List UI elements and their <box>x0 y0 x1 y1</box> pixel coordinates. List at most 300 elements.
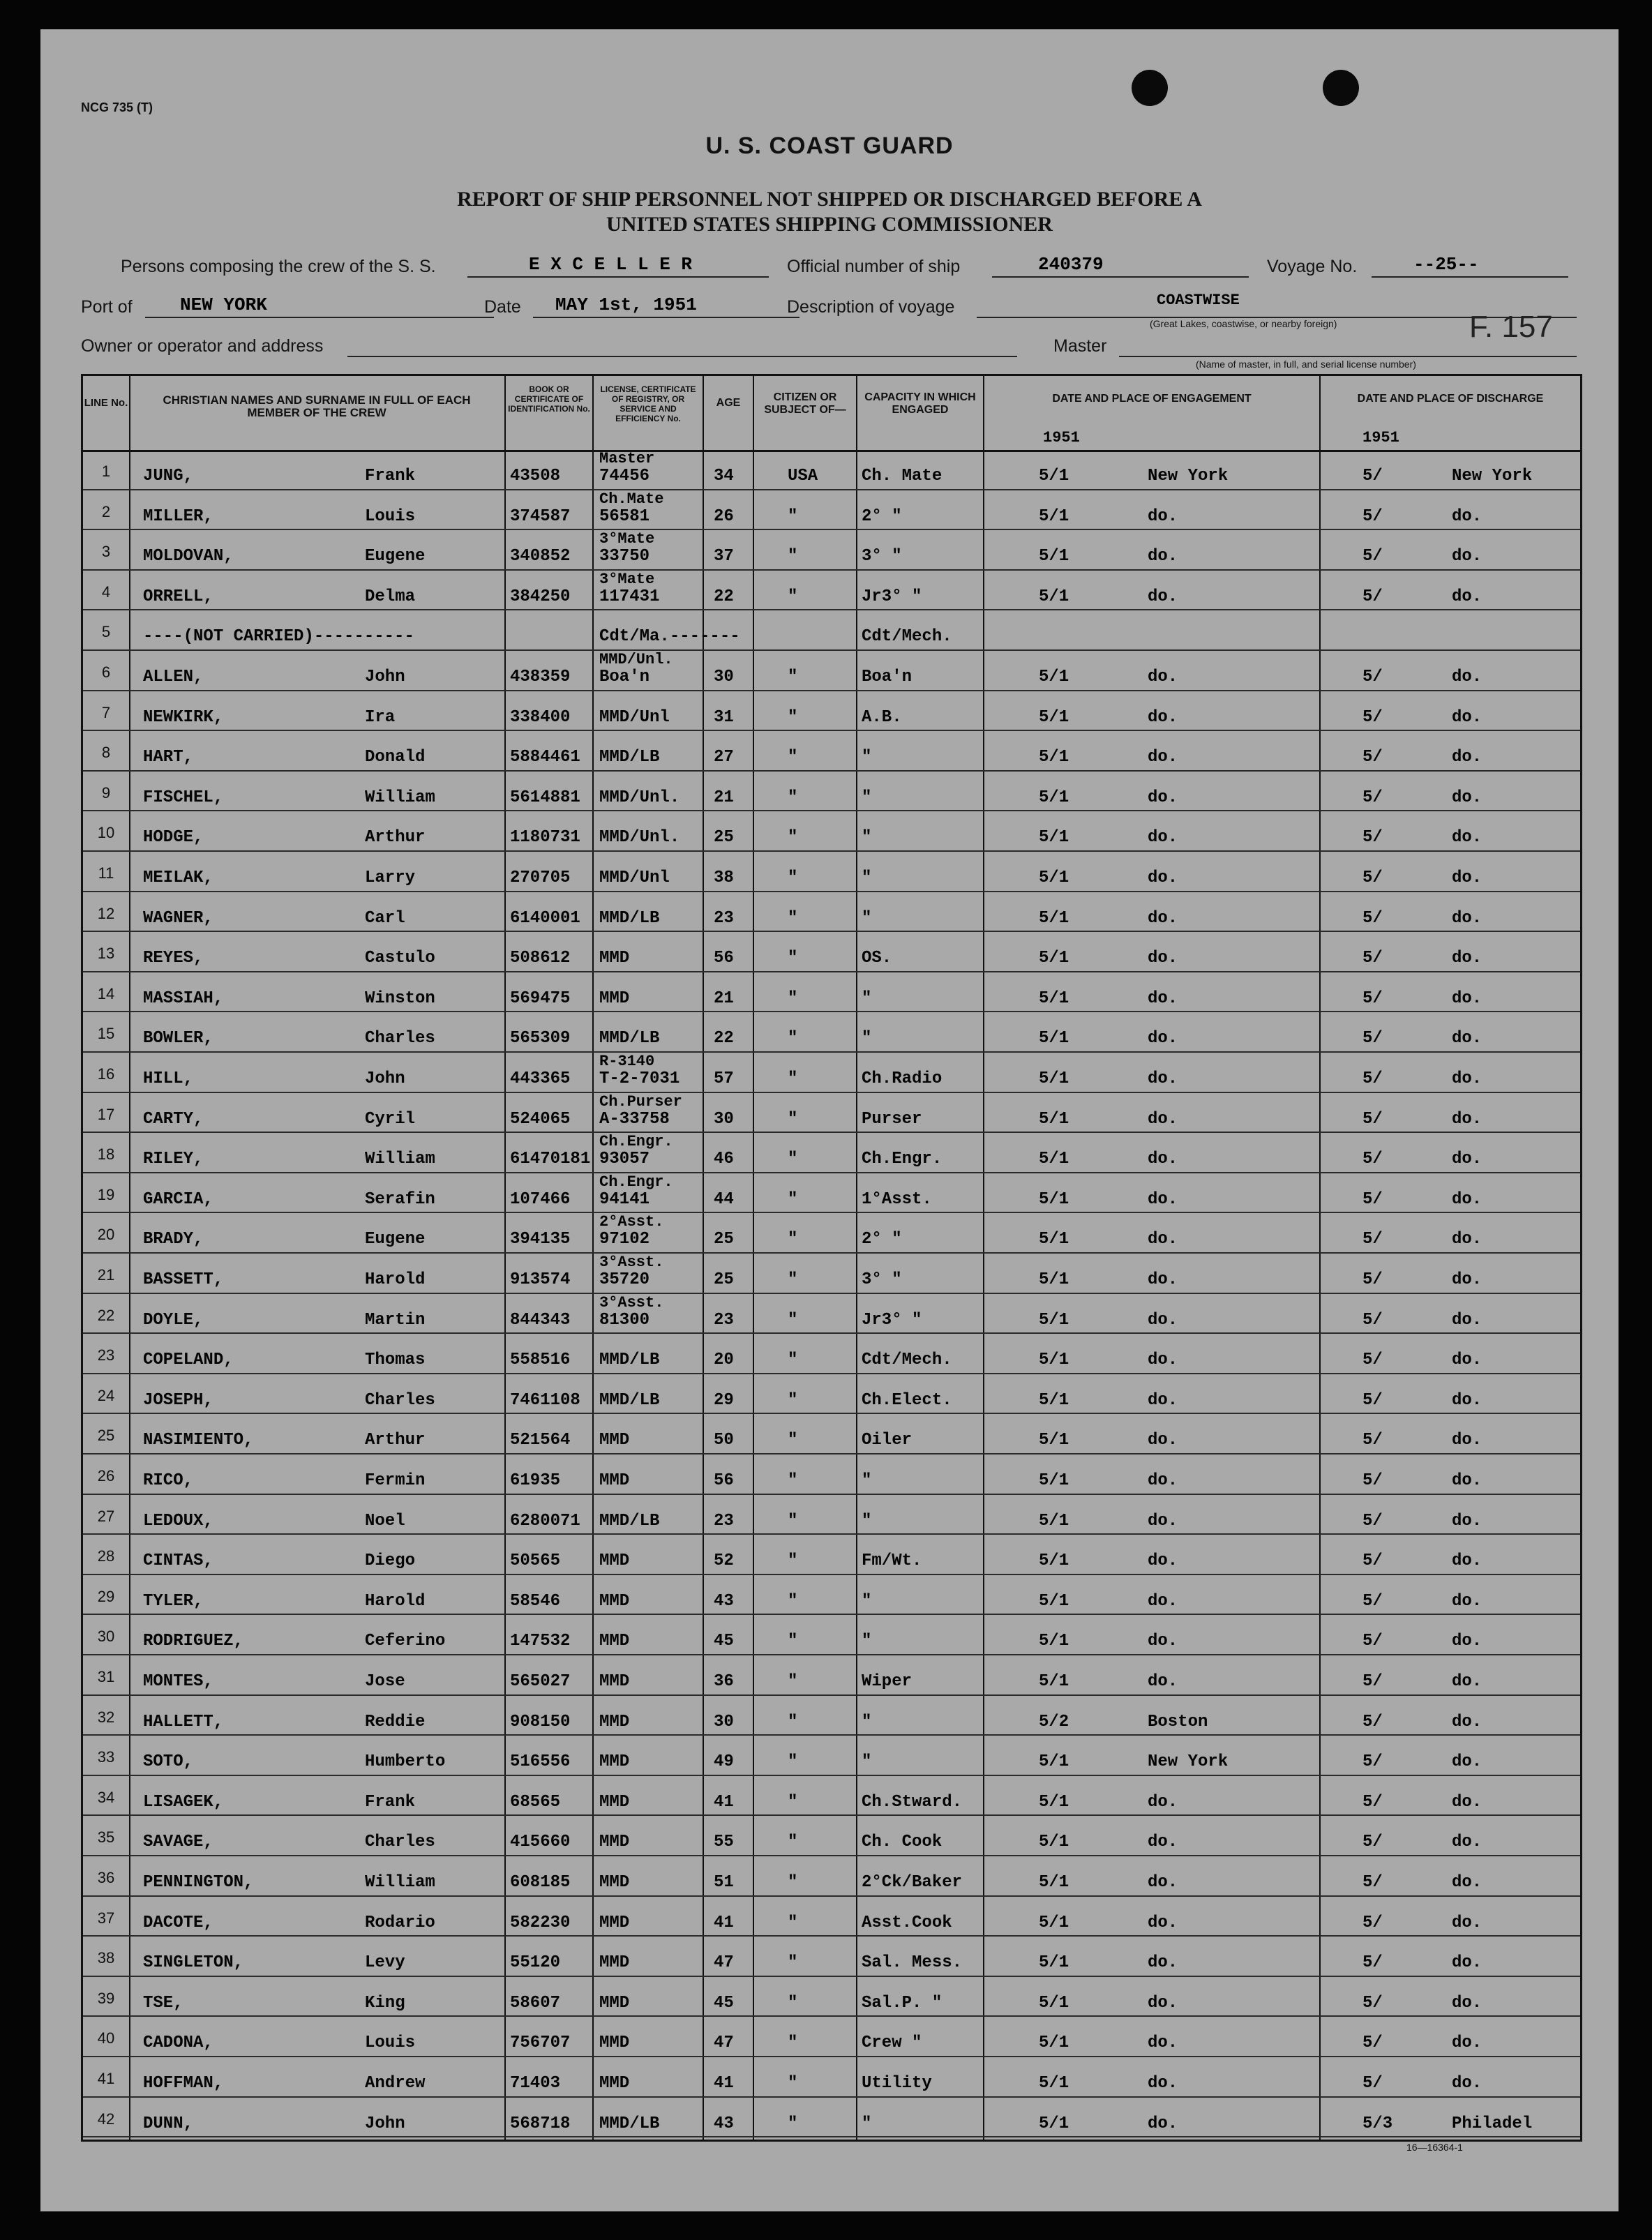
discharge-place: do. <box>1452 1953 1482 1973</box>
book-number: 415660 <box>510 1833 571 1852</box>
capacity: " <box>862 1471 872 1490</box>
engagement-date: 5/1 <box>1039 1310 1069 1330</box>
citizenship: " <box>788 1953 798 1973</box>
book-number: 913574 <box>510 1270 571 1289</box>
crew-given-name: Louis <box>365 506 416 526</box>
citizenship: " <box>788 1792 798 1812</box>
col-citizen-header: CITIZEN OR SUBJECT OF— <box>764 391 846 416</box>
license-upper: 3°Asst. <box>599 1254 664 1271</box>
capacity: OS. <box>862 949 892 968</box>
license-number: T-2-7031 <box>599 1069 680 1088</box>
engagement-date: 5/1 <box>1039 908 1069 928</box>
discharge-date: 5/ <box>1362 1792 1383 1812</box>
age: 22 <box>714 1029 734 1048</box>
book-number: 61470181 <box>510 1150 591 1169</box>
discharge-date: 5/ <box>1362 1029 1383 1048</box>
line-number: 32 <box>97 1708 115 1726</box>
discharge-date: 5/ <box>1362 1189 1383 1209</box>
engagement-place: do. <box>1148 1591 1178 1611</box>
crew-surname: HODGE, <box>143 828 204 848</box>
license-number: MMD <box>599 1913 630 1932</box>
citizenship: " <box>788 1632 798 1651</box>
engagement-date: 5/1 <box>1039 1873 1069 1892</box>
license-upper: Ch.Purser <box>599 1092 682 1111</box>
master-note: (Name of master, in full, and serial license number) <box>1196 359 1416 370</box>
crew-surname: LISAGEK, <box>143 1792 224 1812</box>
crew-row <box>83 610 1580 651</box>
discharge-place: do. <box>1452 506 1482 526</box>
discharge-place: do. <box>1452 1069 1482 1088</box>
citizenship: " <box>788 587 798 606</box>
license-number: MMD/Unl. <box>599 828 680 848</box>
port-value: NEW YORK <box>180 294 267 315</box>
citizenship: " <box>788 1109 798 1129</box>
col-age-header: AGE <box>716 397 741 409</box>
page-stamp: F. 157 <box>1469 310 1553 344</box>
citizenship: " <box>788 989 798 1008</box>
book-number: 438359 <box>510 668 571 686</box>
license-number: MMD <box>599 1672 630 1691</box>
crew-row <box>83 1615 1580 1655</box>
crew-given-name: King <box>365 1993 405 2013</box>
book-number: 6280071 <box>510 1511 580 1531</box>
crew-row <box>83 490 1580 531</box>
engagement-date: 5/1 <box>1039 828 1069 848</box>
capacity: Utility <box>862 2074 932 2093</box>
citizenship: " <box>788 1913 798 1932</box>
engagement-place: do. <box>1148 506 1178 526</box>
discharge-place: do. <box>1452 1150 1482 1169</box>
crew-row <box>83 2098 1580 2138</box>
line-number: 39 <box>97 1989 115 2007</box>
discharge-year: 1951 <box>1362 429 1399 446</box>
crew-table <box>81 374 1582 2142</box>
crew-row <box>83 1696 1580 1736</box>
engagement-date: 5/1 <box>1039 1150 1069 1169</box>
crew-given-name: Noel <box>365 1511 405 1531</box>
book-number: 508612 <box>510 949 571 968</box>
line-number: 16 <box>97 1065 115 1083</box>
book-number: 5884461 <box>510 748 580 767</box>
engagement-date: 5/1 <box>1039 1471 1069 1490</box>
crew-given-name: Charles <box>365 1833 435 1852</box>
engagement-date: 5/1 <box>1039 1551 1069 1571</box>
punch-hole <box>1323 70 1359 106</box>
book-number: 568718 <box>510 2114 571 2133</box>
book-number: 384250 <box>510 587 571 606</box>
age: 50 <box>714 1431 734 1450</box>
age: 25 <box>714 1230 734 1249</box>
license-number: MMD <box>599 1591 630 1611</box>
crew-row <box>83 1374 1580 1415</box>
discharge-date: 5/ <box>1362 1672 1383 1691</box>
crew-row <box>83 1897 1580 1937</box>
citizenship: " <box>788 2034 798 2053</box>
capacity: " <box>862 908 872 928</box>
line-number: 33 <box>97 1748 115 1766</box>
crew-row <box>83 1816 1580 1856</box>
age: 26 <box>714 506 734 526</box>
discharge-date: 5/ <box>1362 1351 1383 1370</box>
col-name-header: CHRISTIAN NAMES AND SURNAME IN FULL OF EACH MEMBER OF THE CREW <box>163 393 471 419</box>
engagement-date: 5/1 <box>1039 587 1069 606</box>
capacity: A.B. <box>862 707 902 727</box>
crew-given-name: Donald <box>365 748 426 767</box>
discharge-place: do. <box>1452 2034 1482 2053</box>
discharge-place: do. <box>1452 908 1482 928</box>
age: 45 <box>714 1993 734 2013</box>
discharge-date: 5/ <box>1362 547 1383 566</box>
age: 41 <box>714 1913 734 1932</box>
license-number: MMD <box>599 1833 630 1852</box>
license-number: MMD <box>599 1551 630 1571</box>
capacity: " <box>862 989 872 1008</box>
crew-surname: MOLDOVAN, <box>143 547 234 566</box>
crew-surname: BASSETT, <box>143 1270 224 1289</box>
license-number: MMD/LB <box>599 1029 660 1048</box>
book-number: 521564 <box>510 1431 571 1450</box>
license-number: MMD/LB <box>599 2114 660 2133</box>
discharge-date: 5/ <box>1362 748 1383 767</box>
discharge-place: do. <box>1452 1270 1482 1289</box>
capacity: Oiler <box>862 1431 913 1450</box>
capacity: 1°Asst. <box>862 1189 932 1209</box>
crew-row <box>83 1575 1580 1616</box>
line-number: 30 <box>97 1628 115 1646</box>
age: 29 <box>714 1390 734 1410</box>
crew-row <box>83 651 1580 691</box>
license-number: MMD/Unl. <box>599 788 680 807</box>
license-upper: 3°Asst. <box>599 1293 664 1311</box>
discharge-date: 5/ <box>1362 1511 1383 1531</box>
capacity: " <box>862 1029 872 1048</box>
book-number: 6140001 <box>510 908 580 928</box>
line-number: 13 <box>97 945 115 963</box>
engagement-date: 5/1 <box>1039 949 1069 968</box>
form-number: NCG 735 (T) <box>81 100 153 114</box>
crew-surname: PENNINGTON, <box>143 1873 254 1892</box>
license-number: MMD <box>599 989 630 1008</box>
punch-hole <box>1132 70 1168 106</box>
license-number: 74456 <box>599 467 650 486</box>
crew-surname: RICO, <box>143 1471 194 1490</box>
license-upper: 2°Asst. <box>599 1213 664 1231</box>
license-upper: Ch.Mate <box>599 490 664 508</box>
owner-label: Owner or operator and address <box>81 336 324 356</box>
book-number: 569475 <box>510 989 571 1008</box>
book-number: 565309 <box>510 1029 571 1048</box>
crew-row <box>83 530 1580 571</box>
engagement-place: do. <box>1148 1230 1178 1249</box>
line-number: 14 <box>97 984 115 1002</box>
discharge-date: 5/ <box>1362 467 1383 486</box>
book-number: 55120 <box>510 1953 561 1973</box>
license-number: MMD <box>599 1792 630 1812</box>
capacity: 2° " <box>862 1230 902 1249</box>
age: 37 <box>714 547 734 566</box>
citizenship: " <box>788 1471 798 1490</box>
age: 23 <box>714 1511 734 1531</box>
capacity: 2°Ck/Baker <box>862 1873 963 1892</box>
discharge-place: do. <box>1452 547 1482 566</box>
crew-surname: SAVAGE, <box>143 1833 213 1852</box>
age: 25 <box>714 1270 734 1289</box>
engagement-place: do. <box>1148 908 1178 928</box>
license-upper: Master <box>599 450 655 467</box>
crew-surname: JUNG, <box>143 467 194 486</box>
age: 30 <box>714 1712 734 1731</box>
discharge-date: 5/ <box>1362 587 1383 606</box>
crew-row <box>83 1213 1580 1254</box>
citizenship: " <box>788 1672 798 1691</box>
age: 51 <box>714 1873 734 1892</box>
engagement-place: Boston <box>1148 1712 1208 1731</box>
crew-given-name: Cyril <box>365 1109 416 1129</box>
engagement-date: 5/1 <box>1039 2114 1069 2133</box>
license-upper: Ch.Engr. <box>599 1133 673 1151</box>
line-number: 18 <box>97 1145 115 1164</box>
engagement-place: do. <box>1148 1993 1178 2013</box>
discharge-place: do. <box>1452 1109 1482 1129</box>
capacity: Cdt/Mech. <box>862 1351 952 1370</box>
age: 56 <box>714 1471 734 1490</box>
crew-given-name: Charles <box>365 1029 435 1048</box>
age: 36 <box>714 1672 734 1691</box>
license-number: MMD <box>599 1873 630 1892</box>
crew-surname: JOSEPH, <box>143 1390 213 1410</box>
crew-surname: NASIMIENTO, <box>143 1431 254 1450</box>
capacity: " <box>862 1591 872 1611</box>
citizenship: " <box>788 668 798 686</box>
date-value: MAY 1st, 1951 <box>555 294 697 315</box>
license-number: 33750 <box>599 547 650 566</box>
book-number: 374587 <box>510 506 571 526</box>
discharge-place: do. <box>1452 1390 1482 1410</box>
discharge-place: do. <box>1452 1551 1482 1571</box>
capacity: Cdt/Mech. <box>862 627 952 647</box>
crew-surname: MILLER, <box>143 506 213 526</box>
capacity: " <box>862 788 872 807</box>
capacity: Ch. Mate <box>862 467 943 486</box>
engagement-place: do. <box>1148 1833 1178 1852</box>
engagement-place: New York <box>1148 467 1229 486</box>
line-number: 15 <box>97 1025 115 1043</box>
citizenship: " <box>788 1511 798 1531</box>
citizenship: USA <box>788 467 818 486</box>
engagement-place: do. <box>1148 1189 1178 1209</box>
discharge-date: 5/ <box>1362 1230 1383 1249</box>
discharge-date: 5/ <box>1362 1069 1383 1088</box>
engagement-place: do. <box>1148 1109 1178 1129</box>
discharge-date: 5/ <box>1362 1270 1383 1289</box>
age: 21 <box>714 788 734 807</box>
official-number-line <box>992 276 1249 278</box>
citizenship: " <box>788 908 798 928</box>
crew-given-name: Harold <box>365 1591 426 1611</box>
crew-surname: ----(NOT CARRIED)---------- <box>143 627 414 647</box>
engagement-date: 5/1 <box>1039 989 1069 1008</box>
line-number: 27 <box>97 1507 115 1525</box>
citizenship: " <box>788 1069 798 1088</box>
line-number: 2 <box>101 502 111 520</box>
engagement-place: do. <box>1148 1913 1178 1932</box>
age: 49 <box>714 1752 734 1772</box>
line-number: 24 <box>97 1386 115 1404</box>
crew-given-name: William <box>365 1873 435 1892</box>
crew-row <box>83 571 1580 611</box>
col-engagement-header: DATE AND PLACE OF ENGAGEMENT <box>1052 393 1252 405</box>
engagement-date: 5/1 <box>1039 1390 1069 1410</box>
engagement-place: do. <box>1148 668 1178 686</box>
citizenship: " <box>788 1993 798 2013</box>
engagement-year: 1951 <box>1043 429 1080 446</box>
crew-surname: TYLER, <box>143 1591 204 1611</box>
discharge-date: 5/ <box>1362 506 1383 526</box>
crew-given-name: Carl <box>365 908 405 928</box>
engagement-date: 5/1 <box>1039 1189 1069 1209</box>
crew-row <box>83 450 1580 490</box>
age: 20 <box>714 1351 734 1370</box>
line-number: 38 <box>97 1949 115 1967</box>
book-number: 5614881 <box>510 788 580 807</box>
license-number: 56581 <box>599 506 650 526</box>
crew-of-label: Persons composing the crew of the S. S. <box>121 257 436 276</box>
license-number: MMD/Unl <box>599 869 670 887</box>
master-line <box>1119 356 1577 357</box>
line-number: 3 <box>101 543 111 561</box>
book-number: 844343 <box>510 1310 571 1330</box>
license-number: MMD <box>599 1471 630 1490</box>
line-number: 40 <box>97 2029 115 2047</box>
discharge-date: 5/ <box>1362 2034 1383 2053</box>
discharge-place: do. <box>1452 1752 1482 1772</box>
crew-given-name: Arthur <box>365 828 426 848</box>
crew-row <box>83 852 1580 892</box>
crew-row <box>83 1294 1580 1335</box>
license-number: 94141 <box>599 1189 650 1209</box>
discharge-place: do. <box>1452 1471 1482 1490</box>
engagement-date: 5/1 <box>1039 1511 1069 1531</box>
citizenship: " <box>788 2074 798 2093</box>
crew-given-name: Thomas <box>365 1351 426 1370</box>
engagement-date: 5/1 <box>1039 668 1069 686</box>
engagement-date: 5/1 <box>1039 869 1069 887</box>
col-line-header: LINE No. <box>84 397 128 409</box>
line-number: 22 <box>97 1306 115 1324</box>
license-number: 117431 <box>599 587 660 606</box>
discharge-date: 5/ <box>1362 1752 1383 1772</box>
crew-surname: DACOTE, <box>143 1913 213 1932</box>
crew-surname: ALLEN, <box>143 668 204 686</box>
engagement-date: 5/1 <box>1039 1029 1069 1048</box>
line-number: 35 <box>97 1828 115 1847</box>
citizenship: " <box>788 1591 798 1611</box>
capacity: Ch.Engr. <box>862 1150 943 1169</box>
citizenship: " <box>788 2114 798 2133</box>
crew-surname: ORRELL, <box>143 587 213 606</box>
engagement-place: do. <box>1148 869 1178 887</box>
discharge-place: do. <box>1452 707 1482 727</box>
crew-row <box>83 2057 1580 2098</box>
line-number: 29 <box>97 1587 115 1605</box>
age: 23 <box>714 1310 734 1330</box>
capacity: " <box>862 1752 872 1772</box>
line-number: 7 <box>101 703 111 721</box>
print-code: 16—16364-1 <box>1406 2142 1463 2153</box>
book-number: 1180731 <box>510 828 580 848</box>
crew-row <box>83 1455 1580 1495</box>
discharge-place: do. <box>1452 949 1482 968</box>
citizenship: " <box>788 1390 798 1410</box>
crew-given-name: Humberto <box>365 1752 446 1772</box>
book-number: 340852 <box>510 547 571 566</box>
book-number: 68565 <box>510 1792 561 1812</box>
line-number: 8 <box>101 744 111 762</box>
license-number: MMD/LB <box>599 748 660 767</box>
age: 52 <box>714 1551 734 1571</box>
line-number: 4 <box>101 582 111 601</box>
capacity: Ch.Stward. <box>862 1792 963 1812</box>
engagement-place: do. <box>1148 989 1178 1008</box>
crew-surname: MASSIAH, <box>143 989 224 1008</box>
license-number: MMD <box>599 2034 630 2053</box>
license-number: MMD/Unl <box>599 707 670 727</box>
description-label: Description of voyage <box>787 297 955 317</box>
age: 47 <box>714 1953 734 1973</box>
license-upper: R-3140 <box>599 1053 655 1070</box>
citizenship: " <box>788 506 798 526</box>
age: 21 <box>714 989 734 1008</box>
engagement-date: 5/1 <box>1039 547 1069 566</box>
engagement-place: do. <box>1148 1792 1178 1812</box>
engagement-date: 5/1 <box>1039 1953 1069 1973</box>
engagement-place: New York <box>1148 1752 1229 1772</box>
discharge-place: do. <box>1452 1672 1482 1691</box>
license-upper: MMD/Unl. <box>599 651 673 668</box>
capacity: Fm/Wt. <box>862 1551 922 1571</box>
report-title-line1: REPORT OF SHIP PERSONNEL NOT SHIPPED OR DISCHARGED BEFORE A <box>457 188 1202 211</box>
date-label: Date <box>484 297 521 317</box>
engagement-place: do. <box>1148 748 1178 767</box>
crew-given-name: John <box>365 2114 405 2133</box>
engagement-place: do. <box>1148 1150 1178 1169</box>
book-number: 908150 <box>510 1712 571 1731</box>
crew-surname: RILEY, <box>143 1150 204 1169</box>
engagement-date: 5/1 <box>1039 1833 1069 1852</box>
age: 43 <box>714 1591 734 1611</box>
line-number: 28 <box>97 1547 115 1565</box>
crew-row <box>83 1776 1580 1817</box>
crew-surname: DOYLE, <box>143 1310 204 1330</box>
crew-given-name: Frank <box>365 467 416 486</box>
discharge-place: do. <box>1452 1230 1482 1249</box>
crew-row <box>83 691 1580 732</box>
engagement-date: 5/1 <box>1039 1672 1069 1691</box>
engagement-place: do. <box>1148 1390 1178 1410</box>
crew-surname: GARCIA, <box>143 1189 213 1209</box>
crew-row <box>83 1173 1580 1214</box>
discharge-place: do. <box>1452 1431 1482 1450</box>
engagement-place: do. <box>1148 828 1178 848</box>
line-number: 36 <box>97 1869 115 1886</box>
book-number: 608185 <box>510 1873 571 1892</box>
discharge-date: 5/ <box>1362 707 1383 727</box>
capacity: " <box>862 828 872 848</box>
discharge-date: 5/ <box>1362 989 1383 1008</box>
discharge-place: do. <box>1452 1591 1482 1611</box>
line-number: 37 <box>97 1909 115 1927</box>
engagement-place: do. <box>1148 1431 1178 1450</box>
